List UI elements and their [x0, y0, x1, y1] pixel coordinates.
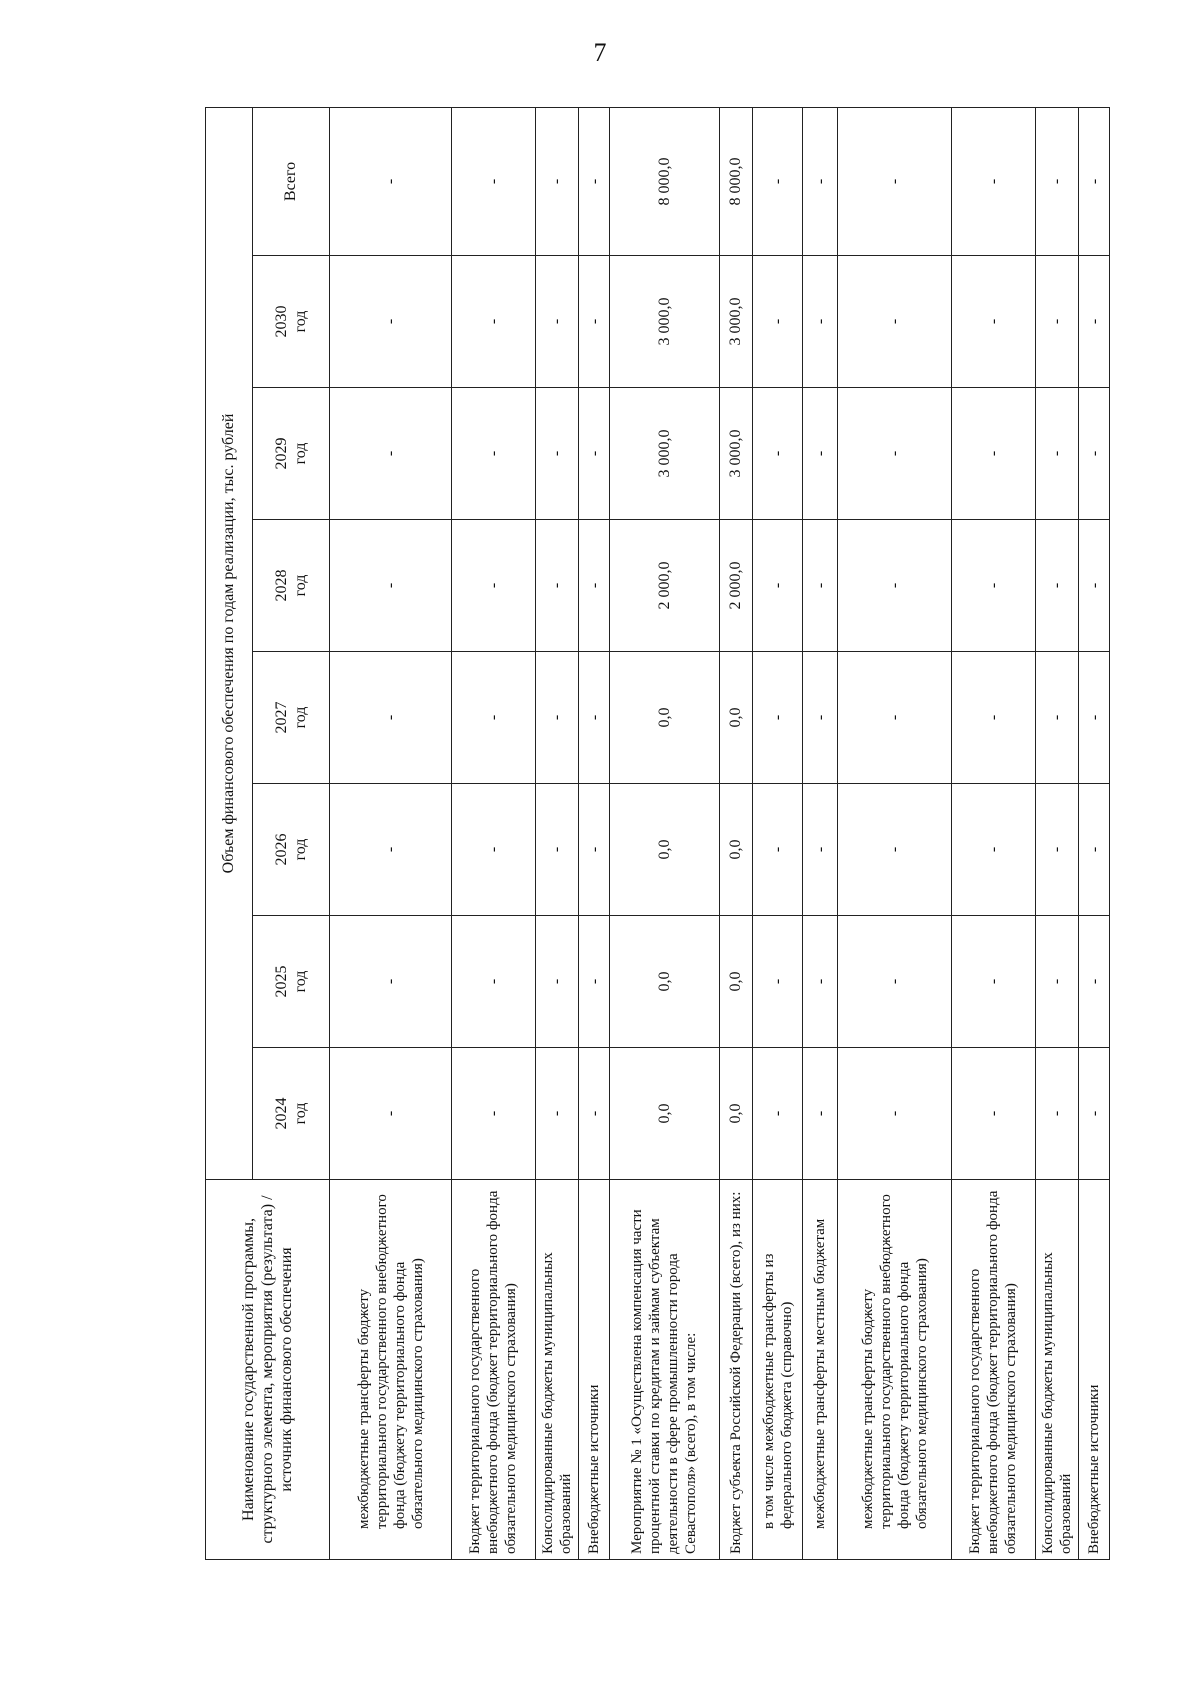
- row-year-value: 0,0: [610, 652, 720, 784]
- row-year-value: -: [1079, 784, 1110, 916]
- row-year-value: 3 000,0: [719, 388, 752, 520]
- rotated-table-container: [205, 108, 1110, 1560]
- row-year-value: -: [838, 520, 952, 652]
- name-column-header: Наименование государственной программы, структурного элемента, мероприятия (результата) / источник финансового обеспечения: [206, 1180, 330, 1560]
- row-year-value: -: [535, 784, 579, 916]
- year-header-2028: 2028 год: [253, 520, 330, 652]
- year-header-2029: 2029 год: [253, 388, 330, 520]
- row-source-name: Внебюджетные источники: [579, 1180, 610, 1560]
- row-year-value: -: [952, 256, 1035, 388]
- row-year-value: -: [752, 652, 803, 784]
- row-year-value: -: [952, 388, 1035, 520]
- row-year-value: 3 000,0: [610, 256, 720, 388]
- row-year-value: -: [1079, 256, 1110, 388]
- row-source-name: Консолидированные бюджеты муниципальных образований: [535, 1180, 579, 1560]
- row-year-value: -: [579, 652, 610, 784]
- row-total-value: 8 000,0: [719, 107, 752, 255]
- row-source-name: межбюджетные трансферты местным бюджетам: [803, 1180, 838, 1560]
- row-source-name: Бюджет субъекта Российской Федерации (всего), из них:: [719, 1180, 752, 1560]
- row-year-value: -: [803, 652, 838, 784]
- row-total-value: -: [1035, 107, 1079, 255]
- row-year-value: -: [579, 388, 610, 520]
- table-row: [752, 107, 803, 1559]
- row-year-value: 3 000,0: [610, 388, 720, 520]
- row-total-value: -: [452, 107, 535, 255]
- row-year-value: 0,0: [610, 784, 720, 916]
- row-year-value: -: [803, 1048, 838, 1180]
- row-year-value: -: [579, 916, 610, 1048]
- row-year-value: -: [330, 1048, 452, 1180]
- row-year-value: -: [579, 784, 610, 916]
- row-year-value: -: [803, 520, 838, 652]
- row-source-name: Консолидированные бюджеты муниципальных образований: [1035, 1180, 1079, 1560]
- row-total-value: -: [952, 107, 1035, 255]
- volume-header: Объем финансового обеспечения по годам реализации, тыс. рублей: [206, 107, 253, 1179]
- row-year-value: -: [579, 520, 610, 652]
- row-year-value: -: [330, 388, 452, 520]
- table-row: [719, 107, 752, 1559]
- row-year-value: -: [952, 784, 1035, 916]
- row-year-value: -: [579, 256, 610, 388]
- row-year-value: -: [752, 256, 803, 388]
- row-year-value: -: [535, 388, 579, 520]
- row-year-value: -: [1079, 520, 1110, 652]
- page-number: 7: [593, 38, 607, 67]
- row-year-value: -: [452, 388, 535, 520]
- row-year-value: 0,0: [610, 916, 720, 1048]
- year-header-2026: 2026 год: [253, 784, 330, 916]
- row-year-value: -: [535, 256, 579, 388]
- header-row-top: [206, 107, 253, 1559]
- row-year-value: -: [838, 916, 952, 1048]
- row-source-name: Внебюджетные источники: [1079, 1180, 1110, 1560]
- year-header-2030: 2030 год: [253, 256, 330, 388]
- row-year-value: -: [1079, 1048, 1110, 1180]
- row-year-value: -: [838, 652, 952, 784]
- table-row: [803, 107, 838, 1559]
- row-year-value: -: [330, 652, 452, 784]
- row-source-name: Бюджет территориального государственного внебюджетного фонда (бюджет территориального фонда обязательного медицинского страхования): [452, 1180, 535, 1560]
- row-year-value: -: [838, 784, 952, 916]
- row-total-value: -: [535, 107, 579, 255]
- year-header-2025: 2025 год: [253, 916, 330, 1048]
- row-year-value: -: [452, 520, 535, 652]
- row-year-value: -: [1079, 652, 1110, 784]
- row-total-value: -: [1079, 107, 1110, 255]
- table-row: [1035, 107, 1079, 1559]
- row-year-value: -: [452, 784, 535, 916]
- row-year-value: -: [535, 520, 579, 652]
- row-year-value: -: [330, 784, 452, 916]
- row-year-value: -: [752, 1048, 803, 1180]
- row-year-value: -: [752, 388, 803, 520]
- row-year-value: -: [452, 652, 535, 784]
- table-row: [330, 107, 452, 1559]
- row-year-value: -: [752, 520, 803, 652]
- row-total-value: -: [579, 107, 610, 255]
- row-year-value: -: [452, 916, 535, 1048]
- row-total-value: -: [803, 107, 838, 255]
- financing-table: [205, 107, 1110, 1560]
- table-row: [579, 107, 610, 1559]
- table-row: [838, 107, 952, 1559]
- row-year-value: -: [952, 1048, 1035, 1180]
- row-year-value: 2 000,0: [610, 520, 720, 652]
- row-year-value: -: [803, 256, 838, 388]
- row-total-value: -: [838, 107, 952, 255]
- row-year-value: -: [535, 916, 579, 1048]
- row-year-value: -: [452, 256, 535, 388]
- table-row: [952, 107, 1035, 1559]
- row-year-value: -: [803, 388, 838, 520]
- row-year-value: -: [330, 520, 452, 652]
- row-year-value: -: [752, 916, 803, 1048]
- row-source-name: межбюджетные трансферты бюджету территориального государственного внебюджетного фонда (бюджету территориального фонда обязательного медицинского страхования): [330, 1180, 452, 1560]
- row-year-value: -: [1035, 652, 1079, 784]
- row-year-value: -: [579, 1048, 610, 1180]
- row-source-name: межбюджетные трансферты бюджету территориального государственного внебюджетного фонда (бюджету территориального фонда обязательного медицинского страхования): [838, 1180, 952, 1560]
- row-year-value: 3 000,0: [719, 256, 752, 388]
- row-source-name: Мероприятие № 1 «Осуществлена компенсация части процентной ставки по кредитам и займам субъектам деятельности в сфере промышленности города Севастополя» (всего), в том числе:: [610, 1180, 720, 1560]
- row-year-value: -: [803, 784, 838, 916]
- year-header-2027: 2027 год: [253, 652, 330, 784]
- row-year-value: -: [1079, 916, 1110, 1048]
- row-year-value: 2 000,0: [719, 520, 752, 652]
- year-header-2024: 2024 год: [253, 1048, 330, 1180]
- row-year-value: -: [535, 1048, 579, 1180]
- row-source-name: Бюджет территориального государственного внебюджетного фонда (бюджет территориального фонда обязательного медицинского страхования): [952, 1180, 1035, 1560]
- row-total-value: 8 000,0: [610, 107, 720, 255]
- row-year-value: -: [838, 388, 952, 520]
- table-row: [452, 107, 535, 1559]
- row-year-value: -: [1079, 388, 1110, 520]
- row-year-value: -: [838, 1048, 952, 1180]
- row-year-value: 0,0: [719, 916, 752, 1048]
- total-header: Всего: [253, 107, 330, 255]
- table-row: [610, 107, 720, 1559]
- row-year-value: -: [330, 916, 452, 1048]
- row-year-value: 0,0: [719, 784, 752, 916]
- row-year-value: -: [1035, 520, 1079, 652]
- row-year-value: 0,0: [610, 1048, 720, 1180]
- row-year-value: 0,0: [719, 652, 752, 784]
- row-year-value: -: [330, 256, 452, 388]
- row-year-value: -: [952, 916, 1035, 1048]
- table-row: [1079, 107, 1110, 1559]
- row-year-value: -: [838, 256, 952, 388]
- row-year-value: -: [452, 1048, 535, 1180]
- row-year-value: 0,0: [719, 1048, 752, 1180]
- row-total-value: -: [752, 107, 803, 255]
- row-year-value: -: [1035, 256, 1079, 388]
- row-year-value: -: [952, 520, 1035, 652]
- row-year-value: -: [952, 652, 1035, 784]
- row-year-value: -: [1035, 784, 1079, 916]
- row-total-value: -: [330, 107, 452, 255]
- row-year-value: -: [535, 652, 579, 784]
- table-row: [535, 107, 579, 1559]
- row-year-value: -: [1035, 916, 1079, 1048]
- row-year-value: -: [803, 916, 838, 1048]
- row-year-value: -: [752, 784, 803, 916]
- row-source-name: в том числе межбюджетные трансферты из федерального бюджета (справочно): [752, 1180, 803, 1560]
- row-year-value: -: [1035, 1048, 1079, 1180]
- row-year-value: -: [1035, 388, 1079, 520]
